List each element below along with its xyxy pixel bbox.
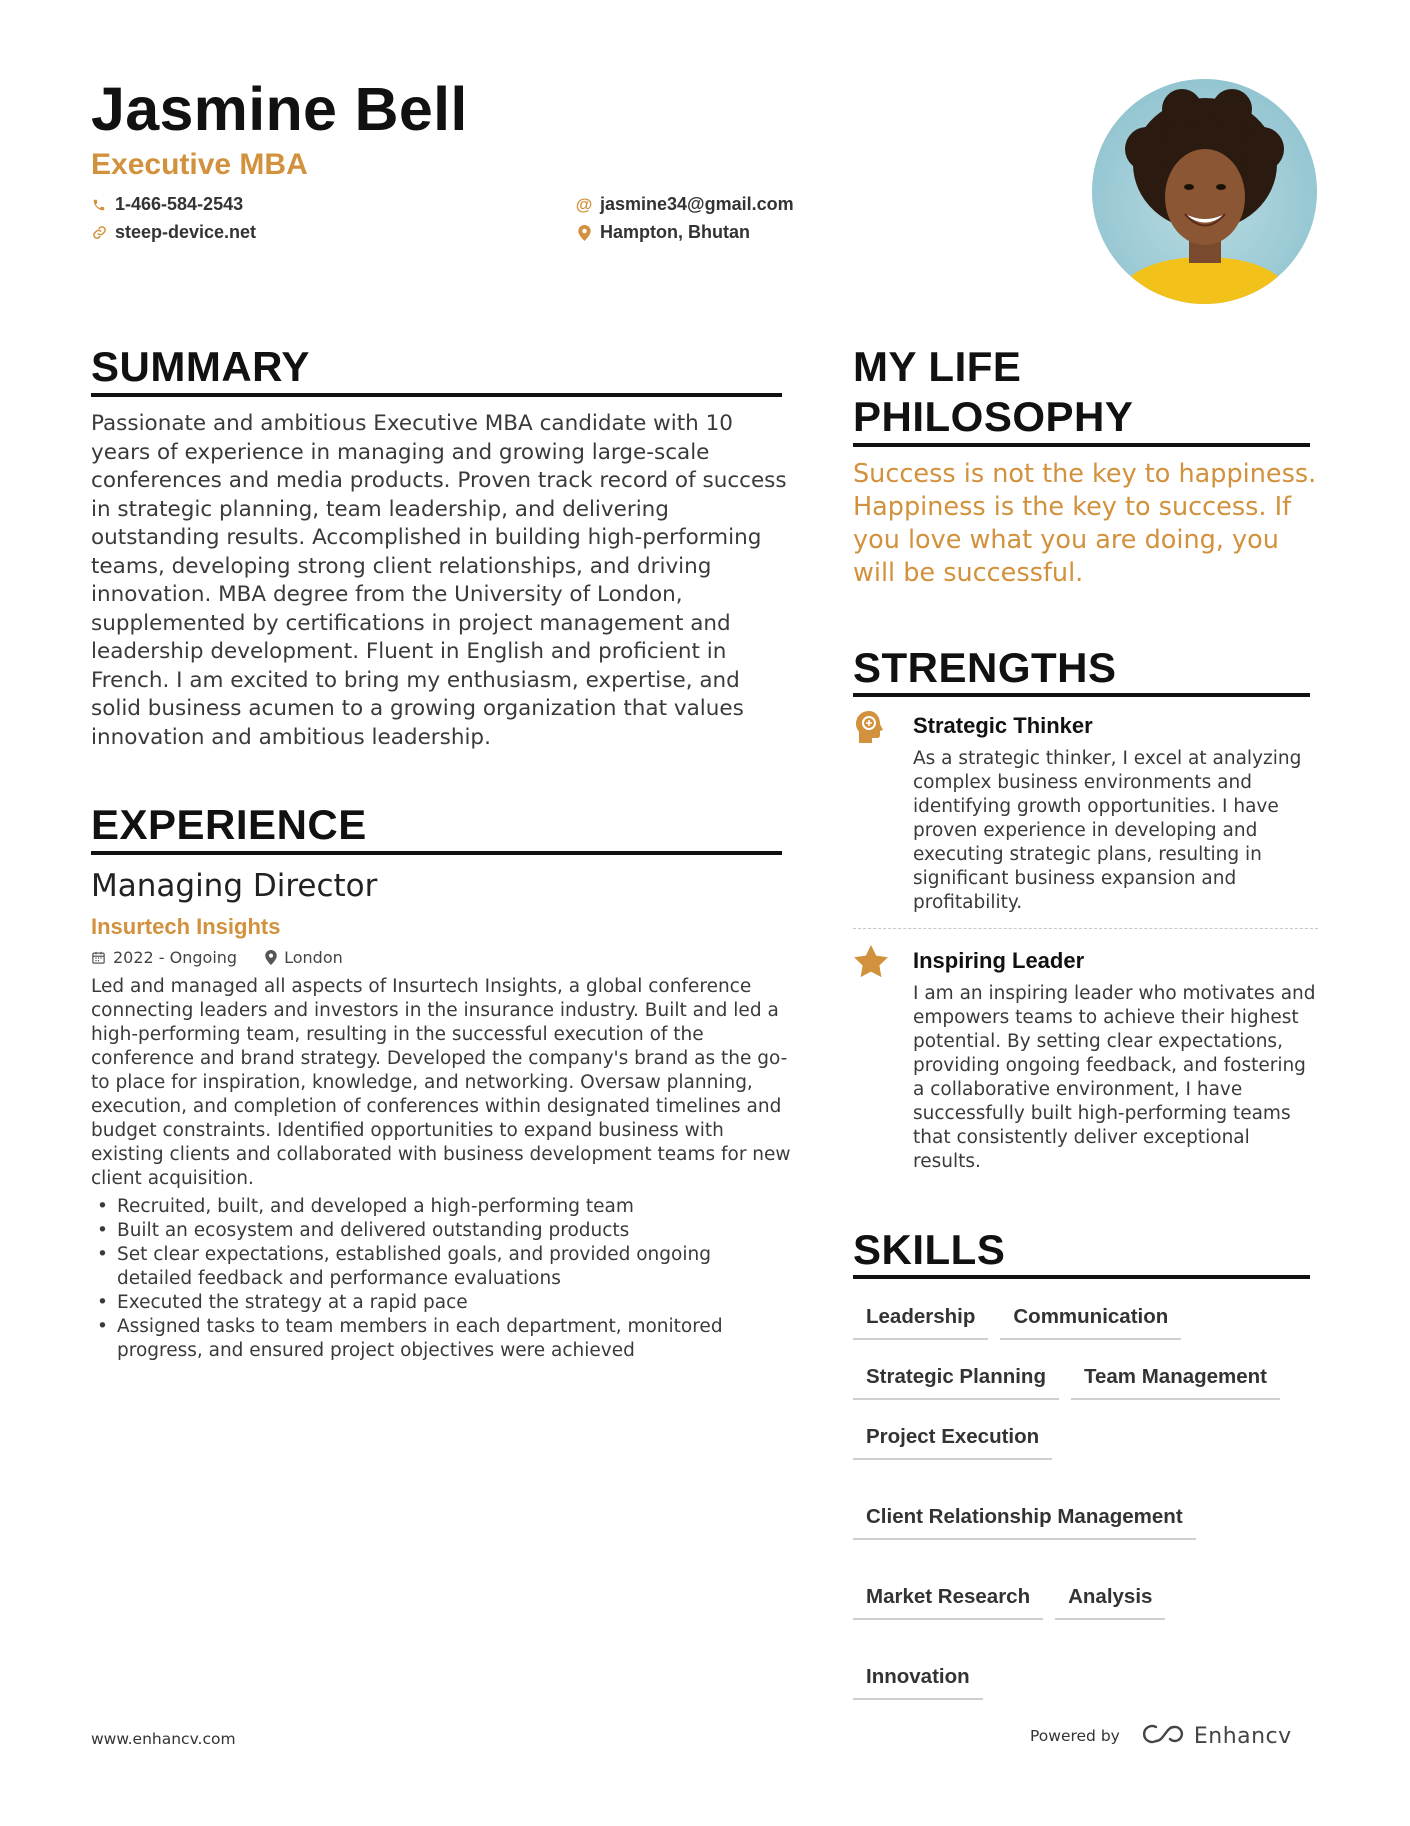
- skill-tag: Leadership: [853, 1300, 988, 1340]
- list-item: • Recruited, built, and developed a high-performing team: [91, 1195, 791, 1219]
- skills-heading: SKILLS: [853, 1226, 1006, 1273]
- profile-photo: [1092, 79, 1317, 304]
- strength-description: As a strategic thinker, I excel at analyzing complex business environments and identifying growth opportunities. I have proven experience in developing and executing strategic plans, resulting in significant business expansion and profitability.: [913, 748, 1302, 913]
- powered-by-label: Powered by: [1030, 1727, 1120, 1745]
- skill-tag: Analysis: [1055, 1580, 1165, 1620]
- candidate-name: Jasmine Bell: [91, 75, 468, 143]
- job-meta: [91, 948, 343, 967]
- location-text: Hampton, Bhutan: [600, 222, 750, 242]
- star-icon: [853, 944, 889, 980]
- list-item: • Assigned tasks to team members in each department, monitored progress, and ensured project objectives were achieved: [91, 1315, 791, 1363]
- skills-list: [853, 1300, 1323, 1700]
- phone-icon: [91, 197, 107, 213]
- strength-title: Strategic Thinker: [913, 713, 1093, 738]
- strength-item: [853, 944, 1318, 1174]
- summary-text: Passionate and ambitious Executive MBA candidate with 10 years of experience in managing and growing large-scale conferences and media products. Proven track record of success in strategic planning, team leadership, and delivering outstanding results. Accomplished in building high-performing teams, developing strong client relationships, and driving innovation. MBA degree from the University of London, supplemented by certifications in project management and leadership development. Fluent in English and proficient in French. I am excited to bring my enthusiasm, expertise, and solid business acumen to a growing organization that values innovation and ambitious leadership.: [91, 411, 787, 750]
- philosophy-heading-line2: PHILOSOPHY: [853, 393, 1134, 440]
- footer-website-link[interactable]: www.enhancv.com: [91, 1730, 236, 1748]
- experience-divider: [91, 851, 782, 855]
- job-location: London: [284, 948, 343, 967]
- footer-branding[interactable]: [1030, 1723, 1292, 1749]
- strengths-divider: [853, 693, 1310, 697]
- link-icon: [91, 225, 107, 241]
- summary-heading: SUMMARY: [91, 343, 310, 390]
- email-contact[interactable]: [576, 194, 794, 215]
- skill-tag: Strategic Planning: [853, 1360, 1059, 1400]
- experience-heading: EXPERIENCE: [91, 801, 367, 848]
- skill-tag: Communication: [1000, 1300, 1181, 1340]
- list-item: • Executed the strategy at a rapid pace: [91, 1291, 791, 1315]
- head-brain-icon: [853, 709, 889, 745]
- at-icon: @: [575, 194, 593, 214]
- philosophy-heading-line1: MY LIFE: [853, 343, 1022, 390]
- job-achievements: [91, 1195, 791, 1363]
- enhancv-logo-icon: [1142, 1723, 1188, 1749]
- email-text: jasmine34@gmail.com: [600, 194, 794, 214]
- calendar-icon: [91, 950, 106, 965]
- skill-tag: Market Research: [853, 1580, 1043, 1620]
- website-contact[interactable]: [91, 222, 256, 243]
- map-pin-icon: [576, 225, 592, 241]
- map-pin-icon: [265, 950, 277, 965]
- strength-title: Inspiring Leader: [913, 948, 1085, 973]
- philosophy-quote: Success is not the key to happiness. Happiness is the key to success. If you love what you are doing, you will be successful.: [853, 459, 1317, 588]
- job-title: Managing Director: [91, 868, 378, 904]
- company-name: Insurtech Insights: [91, 914, 281, 939]
- strength-divider: [853, 928, 1318, 929]
- skills-divider: [853, 1275, 1310, 1279]
- list-item: • Set clear expectations, established goals, and provided ongoing detailed feedback and performance evaluations: [91, 1243, 791, 1291]
- summary-divider: [91, 393, 782, 397]
- strength-description: I am an inspiring leader who motivates and empowers teams to achieve their highest potential. By setting clear expectations, providing ongoing feedback, and fostering a collaborative environment, I have successfully built high-performing teams that consistently deliver exceptional results.: [913, 983, 1316, 1172]
- phone-contact: [91, 194, 243, 215]
- phone-text: 1-466-584-2543: [115, 194, 244, 214]
- skill-tag: Project Execution: [853, 1420, 1052, 1460]
- skill-tag: Client Relationship Management: [853, 1500, 1196, 1540]
- skill-tag: Innovation: [853, 1660, 983, 1700]
- candidate-role: Executive MBA: [91, 148, 308, 181]
- philosophy-divider: [853, 443, 1310, 447]
- list-item: • Built an ecosystem and delivered outstanding products: [91, 1219, 791, 1243]
- strengths-heading: STRENGTHS: [853, 644, 1117, 691]
- job-description: Led and managed all aspects of Insurtech Insights, a global conference connecting leaders and investors in the insurance industry. Built and led a high-performing team, resulting in the successful execution of the conference and brand strategy. Developed the company's brand as the go-to place for inspiration, knowledge, and networking. Oversaw planning, execution, and completion of conferences within designated timelines and budget constraints. Identified opportunities to expand business with existing clients and collaborated with business development teams for new client acquisition.: [91, 976, 791, 1189]
- job-dates: 2022 - Ongoing: [113, 948, 238, 967]
- location-contact: [576, 222, 750, 243]
- strength-item: [853, 709, 1318, 919]
- website-text: steep-device.net: [115, 222, 257, 242]
- skill-tag: Team Management: [1071, 1360, 1280, 1400]
- enhancv-brand-name: Enhancv: [1193, 1723, 1292, 1749]
